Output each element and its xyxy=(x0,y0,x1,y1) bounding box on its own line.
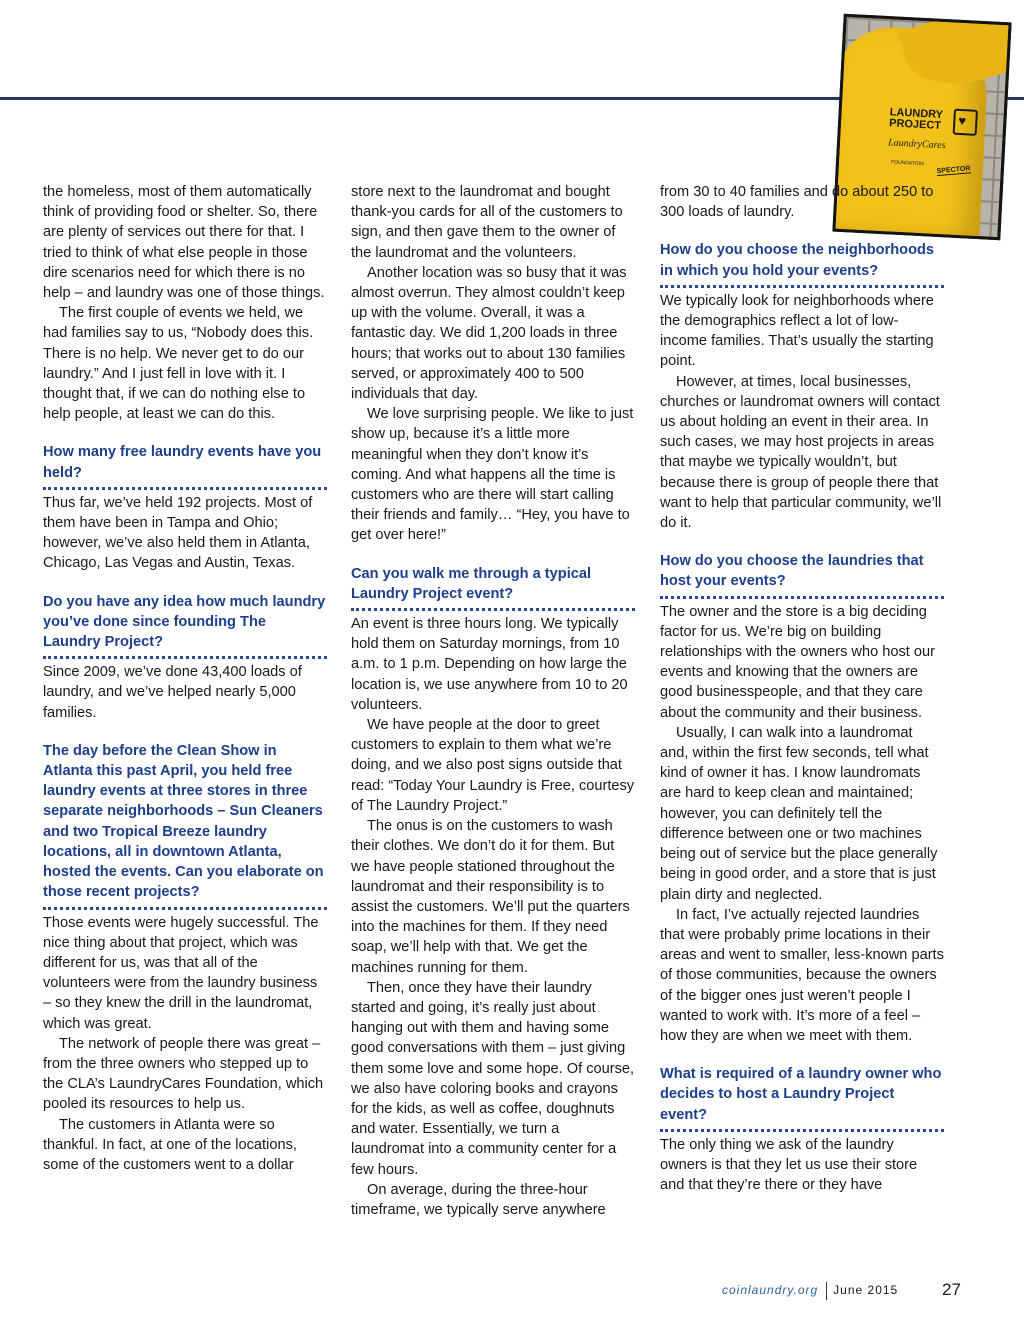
question-heading: The day before the Clean Show in Atlanta this past April, you held free laundry events at three stores in three separate neighborhoods – Sun Cleaners and two Tropical Breeze laundry locations, all in downtown Atlanta, hosted the events. Can you elaborate on those recent projects? xyxy=(43,741,327,910)
spector-logo: SPECTOR xyxy=(936,165,971,176)
page-footer xyxy=(722,1282,898,1300)
question-heading: How many free laundry events have you held? xyxy=(43,442,327,489)
paragraph: Usually, I can walk into a laundromat and, within the first few seconds, tell what kind of owner it has. I know laundromats are hard to keep clean and maintained; however, you can definitely tell the difference between one or two machines being out of service but the place generally being in good order, and a store that is just plain dirty and neglected. xyxy=(660,724,938,903)
paragraph: The first couple of events we held, we had families say to us, “Nobody does this. There is no help. We never get to do our laundry.” And I just fell in love with it. I thought that, if we can do nothing else to help people, at least we can do this. xyxy=(43,305,314,423)
heart-icon: ♥ xyxy=(953,109,978,136)
paragraph: The only thing we ask of the laundry owners is that they let us use their store and that they’re there or they have xyxy=(660,1136,918,1194)
footer-date: June 2015 xyxy=(833,1283,899,1298)
paragraph: the homeless, most of them automatically think of providing food or shelter. So, there are plenty of services out there for that. I tried to think of what else people in those dire scenarios need for which there is no help – and laundry was one of those things. xyxy=(43,184,325,302)
paragraph: Thus far, we’ve held 192 projects. Most of them have been in Tampa and Ohio; however, we’ve also held them in Atlanta, Chicago, Las Vegas and Austin, Texas. xyxy=(43,494,313,572)
paragraph: Those events were hugely successful. The nice thing about that project, which was different for us, was that all of the volunteers were from the laundry business – so they knew the drill in the laundromat, which was great. xyxy=(43,914,319,1032)
question-heading: How do you choose the neighborhoods in which you hold your events? xyxy=(660,240,944,287)
paragraph: store next to the laundromat and bought thank-you cards for all of the customers to sign, and then gave them to the owner of the laundromat and the volunteers. xyxy=(351,184,623,261)
paragraph: from 30 to 40 families and do about 250 to 300 loads of laundry. xyxy=(660,184,934,221)
foundation-label: FOUNDATION xyxy=(890,159,924,168)
article-column-3 xyxy=(660,182,944,1195)
paragraph: In fact, I’ve actually rejected laundries that were probably prime locations in their areas and went to smaller, less-known parts of those communities, because the owners of the bigger ones just weren’t people I wanted to work with. It’s more of a feel – how they are when we meet with them. xyxy=(660,906,944,1044)
paragraph: Since 2009, we’ve done 43,400 loads of laundry, and we’ve helped nearly 5,000 families. xyxy=(43,664,302,721)
paragraph: The customers in Atlanta were so thankful. In fact, at one of the locations, some of the customers went to a dollar xyxy=(43,1116,297,1173)
laundrycares-logo: LaundryCares xyxy=(887,137,946,152)
paragraph: On average, during the three-hour timeframe, we typically serve anywhere xyxy=(351,1181,606,1218)
article-column-2 xyxy=(351,182,635,1220)
footer-site-link[interactable]: coinlaundry.org xyxy=(722,1283,819,1298)
paragraph: Another location was so busy that it was almost overrun. They almost couldn’t keep up with the volume. Overall, it was a fantastic day. We did 1,200 loads in three hours; that works out to about 130 families served, or approximately 400 to 500 individuals that day. xyxy=(351,264,627,403)
paragraph: An event is three hours long. We typically hold them on Saturday mornings, from 10 a.m. to 1 p.m. Depending on how large the location is, we use anywhere from 10 to 20 volunteers. xyxy=(351,616,628,713)
paragraph: The onus is on the customers to wash their clothes. We don’t do it for them. But we have people stationed throughout the laundromat and their responsibility is to assist the customers. We’ll put the quarters into the machines for them. If they need soap, we’ll help with that. We get the machines running for them. xyxy=(351,818,630,976)
question-heading: Can you walk me through a typical Laundry Project event? xyxy=(351,564,635,611)
page-number: 27 xyxy=(942,1280,961,1299)
paragraph: The owner and the store is a big deciding factor for us. We’re big on building relationships with the owners who host our events and knowing that the owners are good businesspeople, and that they care about the community and their business. xyxy=(660,603,935,721)
article-column-1 xyxy=(43,182,327,1175)
question-heading: What is required of a laundry owner who decides to host a Laundry Project event? xyxy=(660,1064,944,1132)
footer-divider xyxy=(826,1282,827,1300)
laundry-project-logo: LAUNDRY PROJECT xyxy=(888,106,944,132)
paragraph: Then, once they have their laundry started and going, it’s really just about hanging out with them and having some good conversations with them – just giving them some love and some hope. Of course, we also have coloring books and crayons for the kids, as well as coffee, doughnuts and water. Essentially, we turn a laundromat into a community center for a few hours. xyxy=(351,979,635,1178)
paragraph: However, at times, local businesses, churches or laundromat owners will contact us about holding an event in their area. In such cases, we may host projects in areas that maybe we typically wouldn’t, but because there is group of people there that want to help that particular community, we’ll do it. xyxy=(660,373,942,532)
question-heading: How do you choose the laundries that host your events? xyxy=(660,551,944,598)
paragraph: We love surprising people. We like to just show up, because it’s a little more meaningful when they don’t know it’s coming. And what happens all the time is customers who are there will start calling their friends and family… “Hey, you have to get over here!” xyxy=(351,406,634,544)
paragraph: The network of people there was great – from the three owners who stepped up to the CLA’s LaundryCares Foundation, which pooled its resources to help us. xyxy=(43,1035,324,1113)
paragraph: We have people at the door to greet customers to explain to them what we’re doing, and we also post signs outside that read: “Today Your Laundry is Free, courtesy of The Laundry Project.” xyxy=(351,717,635,814)
paragraph: We typically look for neighborhoods where the demographics reflect a lot of low-income families. That’s usually the starting point. xyxy=(660,292,934,370)
question-heading: Do you have any idea how much laundry you’ve done since founding The Laundry Project? xyxy=(43,592,327,660)
